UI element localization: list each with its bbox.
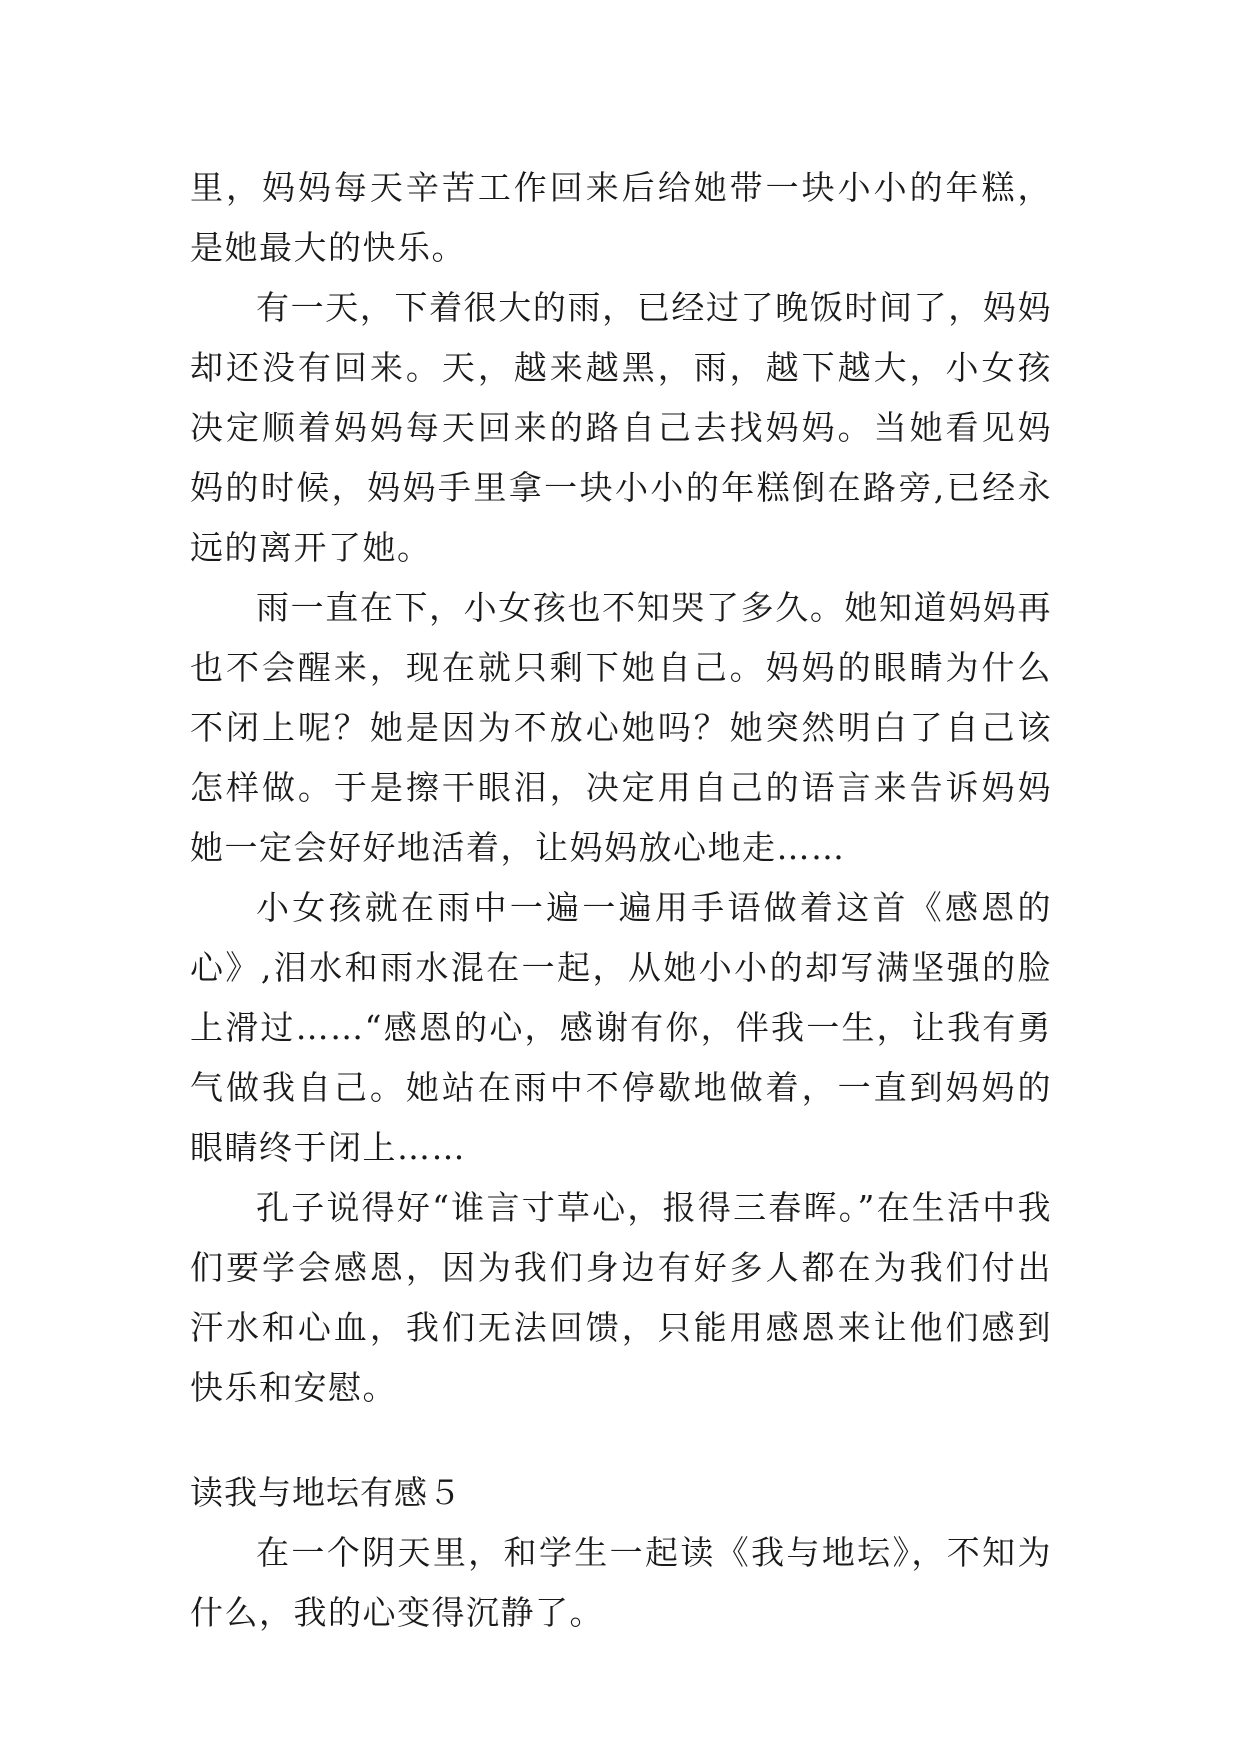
paragraph: 雨一直在下，小女孩也不知哭了多久。她知道妈妈再也不会醒来，现在就只剩下她自己。妈妈的眼睛为什么不闭上呢？她是因为不放心她吗？她突然明白了自己该怎样做。于是擦干眼泪，决定用自己的语言来告诉妈妈她一定会好好地活着，让妈妈放心地走……: [190, 588, 1052, 867]
section-title: 读我与地坛有感５: [190, 1473, 462, 1512]
paragraph-continued: 里，妈妈每天辛苦工作回来后给她带一块小小的年糕，是她最大的快乐。: [190, 168, 1052, 267]
paragraph: 孔子说得好“谁言寸草心，报得三春晖。”在生活中我们要学会感恩，因为我们身边有好多人都在为我们付出汗水和心血，我们无法回馈，只能用感恩来让他们感到快乐和安慰。: [190, 1188, 1052, 1407]
section-spacer: [190, 1418, 1052, 1463]
paragraph: 有一天，下着很大的雨，已经过了晚饭时间了，妈妈却还没有回来。天，越来越黑，雨，越下越大，小女孩决定顺着妈妈每天回来的路自己去找妈妈。当她看见妈妈的时候，妈妈手里拿一块小小的年糕倒在路旁,已经永远的离开了她。: [190, 288, 1052, 567]
paragraph: 在一个阴天里，和学生一起读《我与地坛》，不知为什么，我的心变得沉静了。: [190, 1533, 1052, 1632]
text-body: [190, 158, 1052, 1643]
paragraph: 小女孩就在雨中一遍一遍用手语做着这首《感恩的心》,泪水和雨水混在一起，从她小小的却写满坚强的脸上滑过……“感恩的心，感谢有你，伴我一生，让我有勇气做我自己。她站在雨中不停歇地做着，一直到妈妈的眼睛终于闭上……: [190, 888, 1052, 1167]
